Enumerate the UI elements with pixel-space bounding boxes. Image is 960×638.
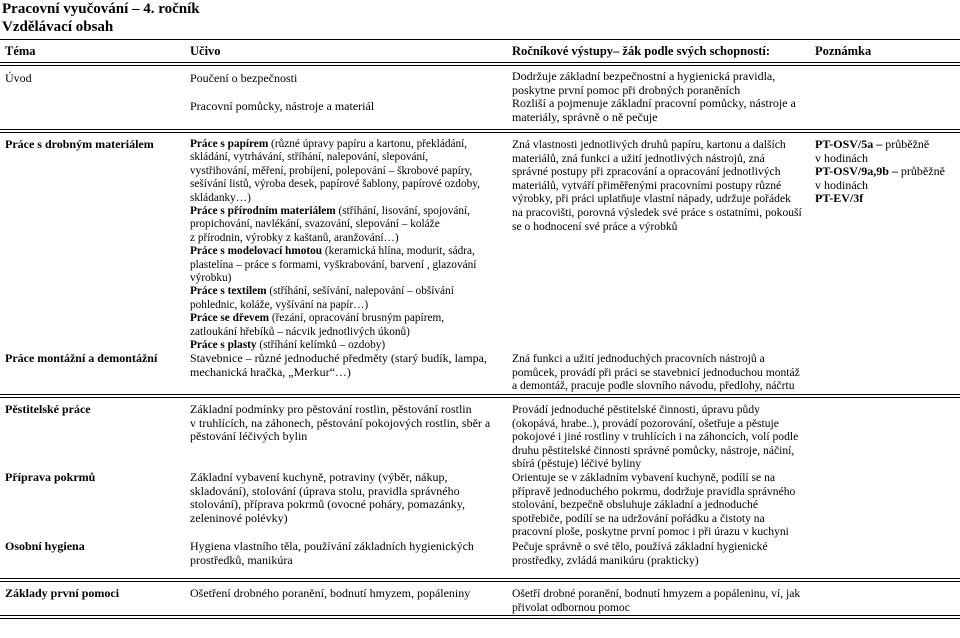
row-prvni-pomoc-vystupy: [512, 587, 800, 614]
vystup-line: stolování, bezpečně obsluhuje základní a jednoduché: [512, 498, 758, 512]
poznamka-line: [815, 165, 945, 179]
ucivo-line: Poučení o bezpečnosti: [190, 71, 298, 85]
poznamka-line: PT-EV/3f: [815, 191, 864, 206]
poznamka-text: průběžně: [882, 137, 930, 151]
table-rule: [0, 62, 960, 63]
poznamka-code: PT-OSV/9a,9b –: [815, 164, 898, 179]
ucivo-line: plastelína – práce s formami, vyškrabování, barvení , glazování: [190, 258, 477, 271]
ucivo-line: mechanická hračka, „Merkur“…): [190, 364, 351, 379]
ucivo-line: propichování, navlékání, svazování, slepování – koláže: [190, 218, 440, 231]
ucivo-line: stolování), příprava pokrmů (ovocné poháry, pomazánky,: [190, 497, 466, 512]
vystup-line: pomůcek, provádí při práci se stavebnicí jednoduchou montáž: [512, 365, 800, 379]
ucivo-line: výrobku): [190, 272, 232, 285]
table-rule: [0, 581, 960, 582]
vystup-line: Ošetří drobné poranění, bodnutí hmyzem a popáleninu, ví, jak: [512, 587, 801, 600]
ucivo-text: (stříhání, sešívání, nalepování – obšívání: [266, 285, 454, 298]
row-montaz-ucivo: [190, 352, 487, 379]
vystup-line: Zná funkci a užití jednoduchých pracovních nástrojů a: [512, 352, 765, 365]
vystup-line: Provádí jednoduché pěstitelské činnosti, úpravu půdy: [512, 403, 760, 416]
ucivo-line: Základní vybavení kuchyně, potraviny (výběr, nákup,: [190, 470, 448, 484]
ucivo-line: pohlednic, koláže, vyšívání na papír…): [190, 298, 369, 311]
vystup-line: materiálů, zná funkci a užití jednotlivých nástrojů, zná: [512, 151, 765, 165]
table-rule: [0, 618, 960, 619]
ucivo-line: [190, 312, 480, 325]
vystup-line: Dodržuje základní bezpečnostní a hygienická pravidla,: [512, 69, 776, 83]
row-montaz-tema: Práce montážní a demontážní: [5, 351, 158, 365]
header-poznamka: Poznámka: [815, 44, 872, 58]
vystup-line: Rozliší a pojmenuje základní pracovní pomůcky, nástroje a: [512, 96, 796, 111]
vystup-line: Pečuje správně o své tělo, používá základní hygienické: [512, 540, 768, 553]
ucivo-line: Ošetření drobného poranění, bodnutí hmyzem, popáleniny: [190, 586, 471, 600]
row-hygiena-tema: Osobní hygiena: [5, 539, 85, 553]
ucivo-line: skládanky…): [190, 191, 251, 204]
row-montaz-vystupy: [512, 352, 800, 393]
ucivo-line: z přírodnin, výrobky z kaštanů, aranžování…): [190, 231, 399, 244]
vystup-line: na pracovišti, porovná výsledek své práce s ostatními, pokouší: [512, 205, 802, 219]
table-rule: [0, 394, 960, 395]
row-uvod-tema: Úvod: [5, 71, 32, 85]
document-title: Pracovní vyučování – 4. ročník: [2, 1, 200, 17]
vystup-line: se o hodnocení své práce a výrobků: [512, 219, 678, 233]
row-uvod-vystupy: [512, 70, 796, 124]
row-pestitel-ucivo: [190, 403, 490, 444]
vystup-line: pokojové i jiné rostliny v truhlících i na záhoncích, volí podle: [512, 430, 799, 444]
header-tema: Téma: [5, 44, 36, 58]
ucivo-line: Základní podmínky pro pěstování rostlin, pěstování rostlin: [190, 402, 472, 416]
ucivo-text: (různé úpravy papíru a kartonu, překládání,: [268, 138, 468, 150]
ucivo-line: zeleninové polévky): [190, 510, 288, 525]
row-pokrmy-tema: Příprava pokrmů: [5, 470, 96, 484]
ucivo-line: [190, 205, 480, 218]
ucivo-text: (řezání, opracování brusným papírem,: [269, 312, 445, 325]
table-rule: [0, 65, 960, 66]
row-drobny-tema: Práce s drobným materiálem: [5, 137, 154, 151]
vystup-line: a demontáž, pracuje podle slovního návodu, předlohy, náčrtu: [512, 379, 795, 393]
ucivo-line: pěstování léčivých bylin: [190, 429, 308, 444]
vystup-line: poskytne první pomoc při drobných poraněních: [512, 82, 741, 97]
ucivo-line: zatloukání hřebíků – nácvik jednotlivých úkonů): [190, 325, 410, 338]
table-rule: [0, 39, 960, 40]
ucivo-line: Pracovní pomůcky, nástroje a materiál: [190, 98, 375, 113]
table-rule: [0, 578, 960, 579]
table-rule: [0, 129, 960, 130]
row-pestitel-vystupy: [512, 403, 798, 471]
vystup-line: Zná vlastnosti jednotlivých druhů papíru, kartonu a dalších: [512, 138, 786, 151]
vystup-line: výrobky, při práci uplatňuje vlastní nápady, udržuje pořádek: [512, 192, 791, 206]
ucivo-line: [190, 245, 480, 258]
ucivo-bold: Práce s přírodním materiálem: [190, 205, 336, 218]
poznamka-line: v hodinách: [815, 177, 868, 192]
ucivo-bold: Práce s modelovací hmotou: [190, 245, 323, 258]
row-pokrmy-vystupy: [512, 471, 795, 539]
poznamka-code: PT-OSV/5a –: [815, 137, 883, 151]
ucivo-bold: Práce s papírem: [190, 138, 269, 150]
poznamka-text: průběžně: [897, 164, 945, 179]
ucivo-line: skládání, vytrhávání, stříhání, nalepování, slepování,: [190, 151, 429, 164]
ucivo-line: Stavebnice – různé jednoduché předměty (starý budík, lampa,: [190, 351, 487, 365]
vystup-line: přivolat odbornou pomoc: [512, 600, 630, 614]
vystup-line: Orientuje se v základním vybavení kuchyně, podílí se na: [512, 471, 776, 484]
row-hygiena-vystupy: [512, 540, 768, 567]
ucivo-text: (stříhání, lisování, spojování,: [335, 205, 470, 218]
ucivo-line: [190, 138, 480, 151]
ucivo-text: (keramická hlína, modurit, sádra,: [322, 245, 475, 258]
vystup-line: materiálů, vytváří přiměřenými pracovními postupy různé: [512, 178, 782, 192]
ucivo-line: Hygiena vlastního těla, používání základních hygienických: [190, 539, 474, 553]
ucivo-line: prostředků, manikúra: [190, 552, 293, 567]
row-drobny-vystupy: [512, 138, 802, 233]
ucivo-line: skladování), stolování (úprava stolu, pravidla správného: [190, 483, 460, 498]
vystup-line: správné postupy při zpracování a opracování jednotlivých: [512, 165, 781, 179]
row-drobny-ucivo: [190, 138, 480, 353]
row-prvni-pomoc-ucivo: [190, 587, 470, 601]
ucivo-bold: Práce se dřevem: [190, 312, 270, 325]
ucivo-text: (stříhání kelímků – ozdoby): [256, 339, 386, 352]
table-rule: [0, 397, 960, 398]
poznamka-line: [815, 138, 945, 152]
ucivo-line: vystřihování, měření, probíjení, polepování – škrobové papíry,: [190, 164, 473, 177]
table-rule: [0, 615, 960, 616]
ucivo-line: v truhlících, na záhonech, pěstování pokojových rostlin, sběr a: [190, 415, 491, 430]
header-ucivo: Učivo: [190, 44, 221, 58]
table-rule: [0, 132, 960, 133]
ucivo-bold: Práce s plasty: [190, 339, 257, 352]
vystup-line: druhu pěstitelské činnosti správné pomůcky, nástroje, náčiní,: [512, 443, 795, 457]
document-subtitle: Vzdělávací obsah: [2, 19, 114, 35]
poznamka-line: v hodinách: [815, 150, 868, 165]
vystup-line: (okopává, hrabe..), provádí pozorování, ošetřuje a pěstuje: [512, 416, 779, 430]
row-pestitel-tema: Pěstitelské práce: [5, 402, 91, 416]
vystup-line: spotřebiče, podílí se na udržování pořádku a čistoty na: [512, 511, 765, 525]
row-pokrmy-ucivo: [190, 471, 465, 525]
vystup-line: sbírá (pěstuje) léčivé byliny: [512, 457, 642, 471]
header-vystupy: Ročníkové výstupy– žák podle svých schopností:: [512, 44, 771, 58]
ucivo-bold: Práce s textilem: [190, 285, 267, 298]
row-drobny-poznamka: [815, 138, 945, 206]
ucivo-line: sešívání listů, výroba desek, papírové šablony, papírové ozdoby,: [190, 178, 480, 191]
ucivo-line: [190, 285, 480, 298]
vystup-line: prostředky, zvládá manikúru (prakticky): [512, 553, 699, 567]
vystup-line: materiály, správně o ně pečuje: [512, 109, 658, 124]
row-uvod-ucivo: [190, 72, 374, 113]
document-title-block: [0, 0, 960, 36]
vystup-line: přípravě jednoduchého pokrmu, dodržuje pravidla správného: [512, 484, 796, 498]
vystup-line: pracovní ploše, poskytne první pomoc i při úrazu v kuchyni: [512, 525, 789, 539]
row-prvni-pomoc-tema: Základy první pomoci: [5, 586, 120, 600]
row-hygiena-ucivo: [190, 540, 474, 567]
